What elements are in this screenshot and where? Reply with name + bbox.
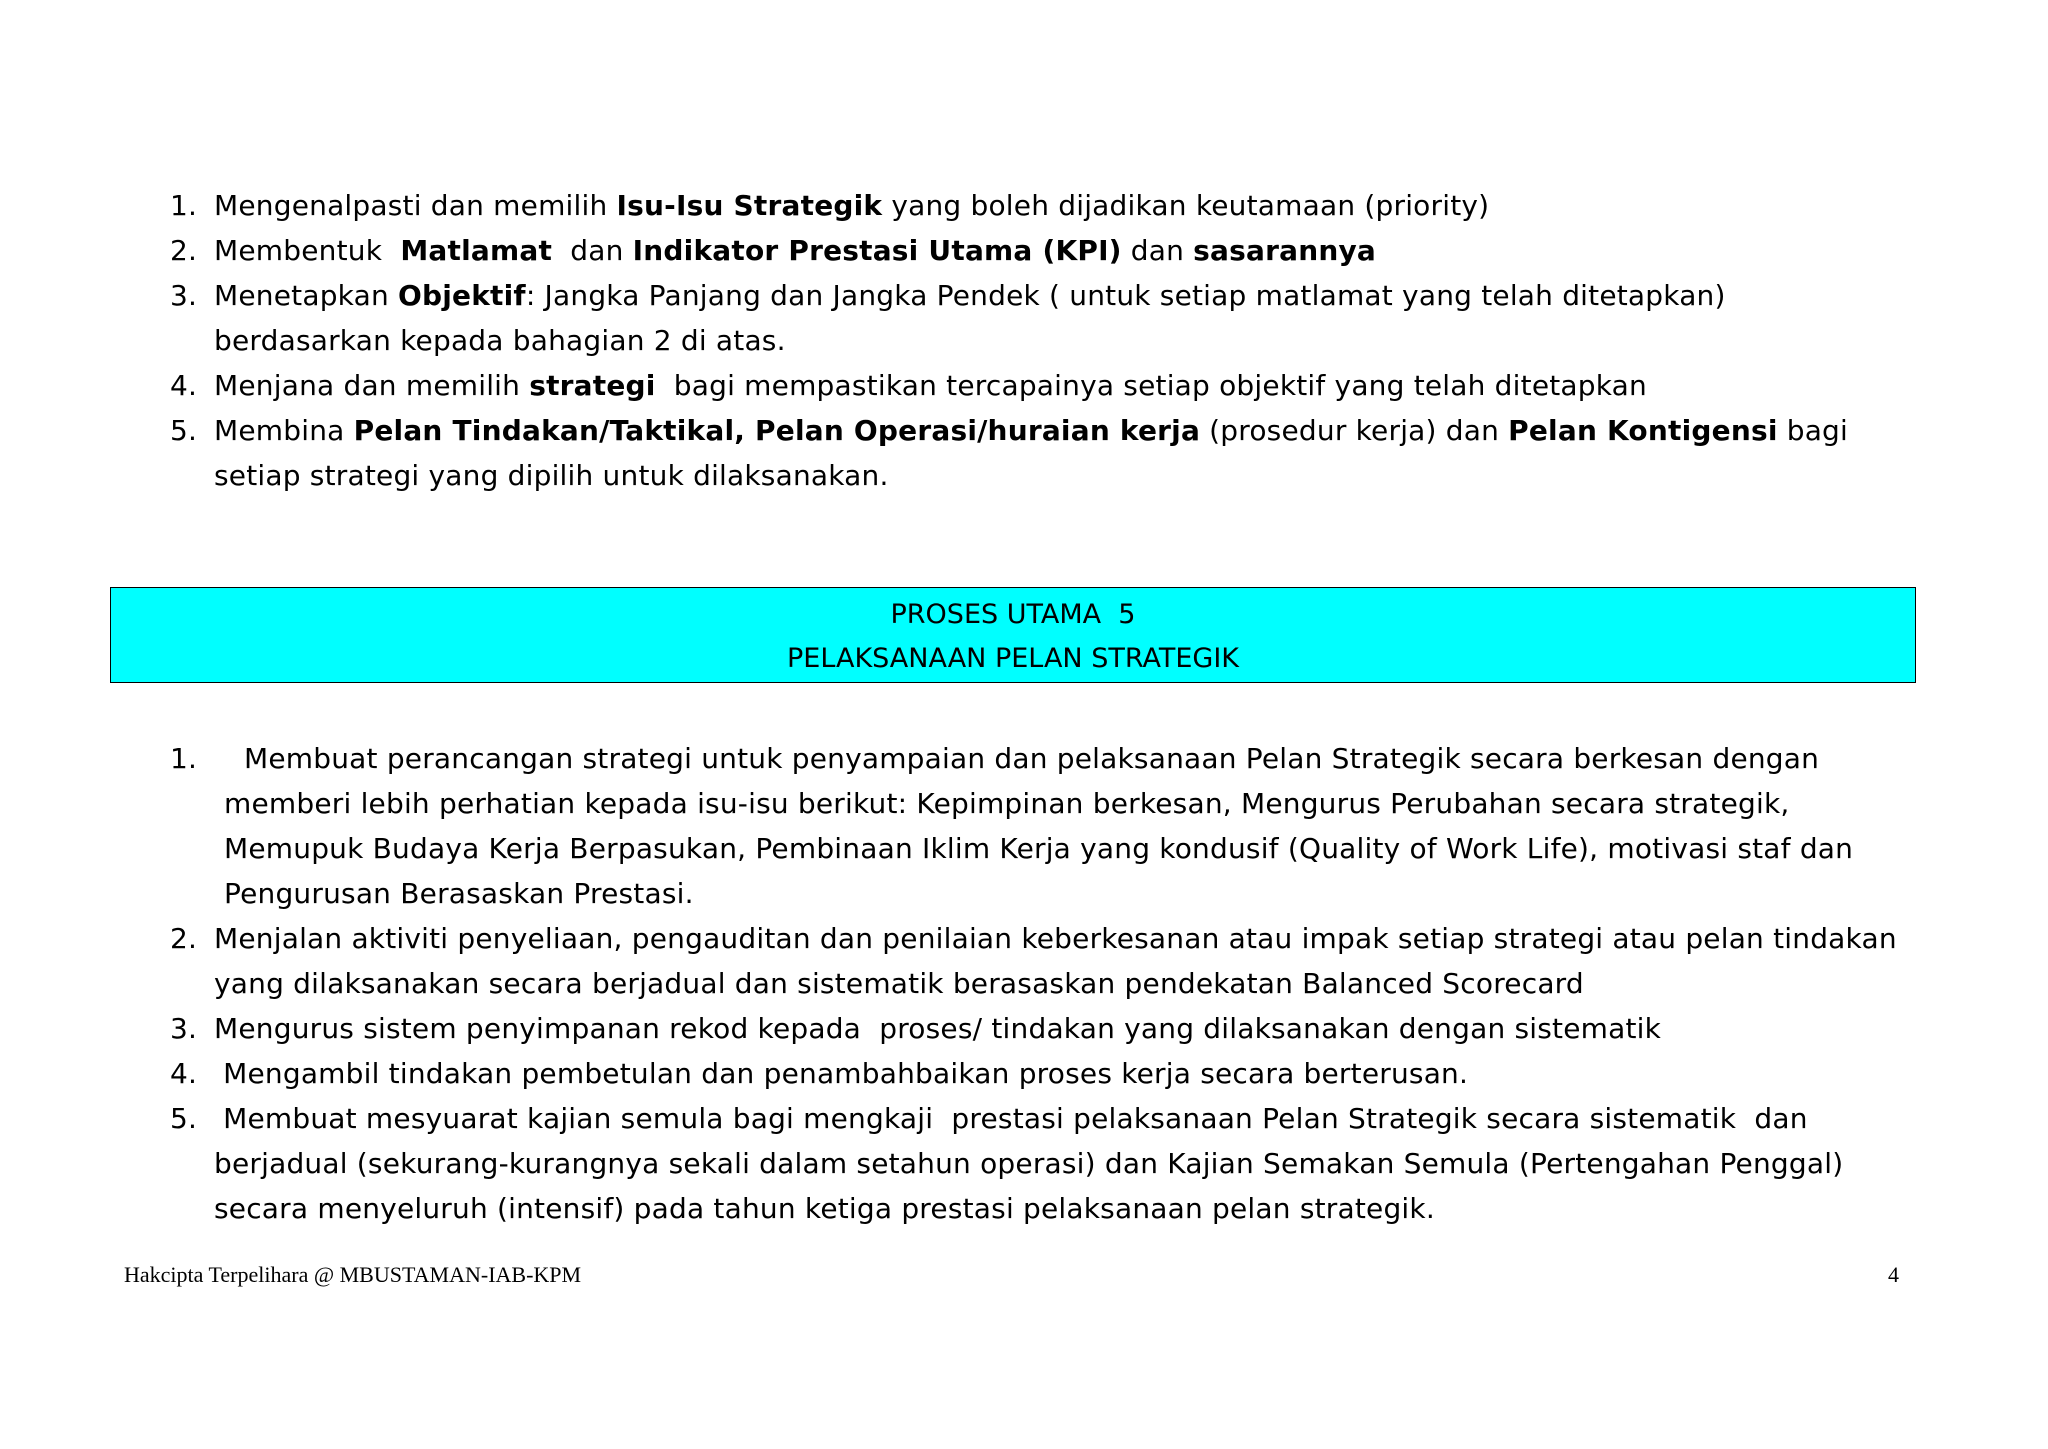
list-item-text: (prosedur kerja) dan [1200, 414, 1509, 447]
list-item-bold-text: Indikator Prestasi Utama (KPI) [632, 234, 1122, 267]
list-item-bold-text: Pelan Tindakan/Taktikal, Pelan Operasi/huraian kerja [353, 414, 1201, 447]
list-item [170, 736, 1910, 916]
list-item-number: 5. [170, 1102, 198, 1135]
section-heading-banner [110, 587, 1916, 683]
list-item-number: 3. [170, 279, 198, 312]
list-item-text: dan [1121, 234, 1194, 267]
list-item-number: 4. [170, 1057, 198, 1090]
strategic-planning-steps-list [170, 183, 1910, 498]
list-item-text: bagi setiap strategi yang dipilih untuk dilaksanakan. [214, 414, 1849, 492]
list-item [170, 1096, 1910, 1231]
list-item-bold-text: Isu-Isu Strategik [616, 189, 883, 222]
list-item-text: Mengenalpasti dan memilih [214, 189, 617, 222]
list-item [170, 1051, 1910, 1096]
list-item-text: bagi mempastikan tercapainya setiap objektif yang telah ditetapkan [655, 369, 1647, 402]
list-item-number: 4. [170, 369, 198, 402]
list-item-number: 2. [170, 922, 198, 955]
list-item [170, 916, 1910, 1006]
list-item-number: 1. [170, 189, 198, 222]
list-item-bold-text: Objektif [398, 279, 526, 312]
footer-copyright: Hakcipta Terpelihara @ MBUSTAMAN-IAB-KPM [124, 1262, 582, 1287]
list-item [170, 408, 1910, 498]
list-item-text: dan [552, 234, 633, 267]
implementation-steps-list [170, 736, 1910, 1231]
list-item-number: 1. [170, 742, 198, 775]
list-item-text: Mengambil tindakan pembetulan dan penambahbaikan proses kerja secara berterusan. [214, 1057, 1469, 1090]
list-item-text: : Jangka Panjang dan Jangka Pendek ( untuk setiap matlamat yang telah ditetapkan) berdasarkan kepada bahagian 2 di atas. [214, 279, 1726, 357]
list-item [170, 1006, 1910, 1051]
list-item [170, 228, 1910, 273]
list-item-text: Mengurus sistem penyimpanan rekod kepada proses/ tindakan yang dilaksanakan dengan sistematik [214, 1012, 1662, 1045]
list-item-bold-text: sasarannya [1193, 234, 1377, 267]
list-item-text: Menjalan aktiviti penyeliaan, pengauditan dan penilaian keberkesanan atau impak setiap strategi atau pelan tindakan yang dilaksanakan secara berjadual dan sistematik berasaskan pendekatan Balanced Scorecard [214, 922, 1897, 1000]
list-item-text: Membuat mesyuarat kajian semula bagi mengkaji prestasi pelaksanaan Pelan Strategik secara sistematik dan berjadual (sekurang-kurangnya sekali dalam setahun operasi) dan Kajian Semakan Semula (Pertengahan Penggal) secara menyeluruh (intensif) pada tahun ketiga prestasi pelaksanaan pelan strategik. [214, 1102, 1853, 1225]
list-item-number: 3. [170, 1012, 198, 1045]
list-item-text: yang boleh dijadikan keutamaan (priority) [882, 189, 1490, 222]
list-item-text: Membina [214, 414, 354, 447]
section-heading-title: PROSES UTAMA 5 [890, 599, 1136, 630]
list-item-text: Membentuk [214, 234, 401, 267]
list-item-text: Membuat perancangan strategi untuk penyampaian dan pelaksanaan Pelan Strategik secara berkesan dengan memberi lebih perhatian kepada isu-isu berikut: Kepimpinan berkesan, Mengurus Perubahan secara strategik, Memupuk Budaya Kerja Berpasukan, Pembinaan Iklim Kerja yang kondusif (Quality of Work Life), motivasi staf dan Pengurusan Berasaskan Prestasi. [224, 742, 1854, 910]
list-item-number: 5. [170, 414, 198, 447]
list-item-bold-text: Pelan Kontigensi [1508, 414, 1778, 447]
list-item-text: Menjana dan memilih [214, 369, 530, 402]
list-item-number: 2. [170, 234, 198, 267]
list-item [170, 363, 1910, 408]
list-item [170, 273, 1910, 363]
list-item [170, 183, 1910, 228]
list-item-text: Menetapkan [214, 279, 398, 312]
list-item-bold-text: Matlamat [400, 234, 553, 267]
section-heading-subtitle: PELAKSANAAN PELAN STRATEGIK [786, 643, 1240, 674]
page-number: 4 [1888, 1262, 1899, 1287]
list-item-bold-text: strategi [529, 369, 656, 402]
